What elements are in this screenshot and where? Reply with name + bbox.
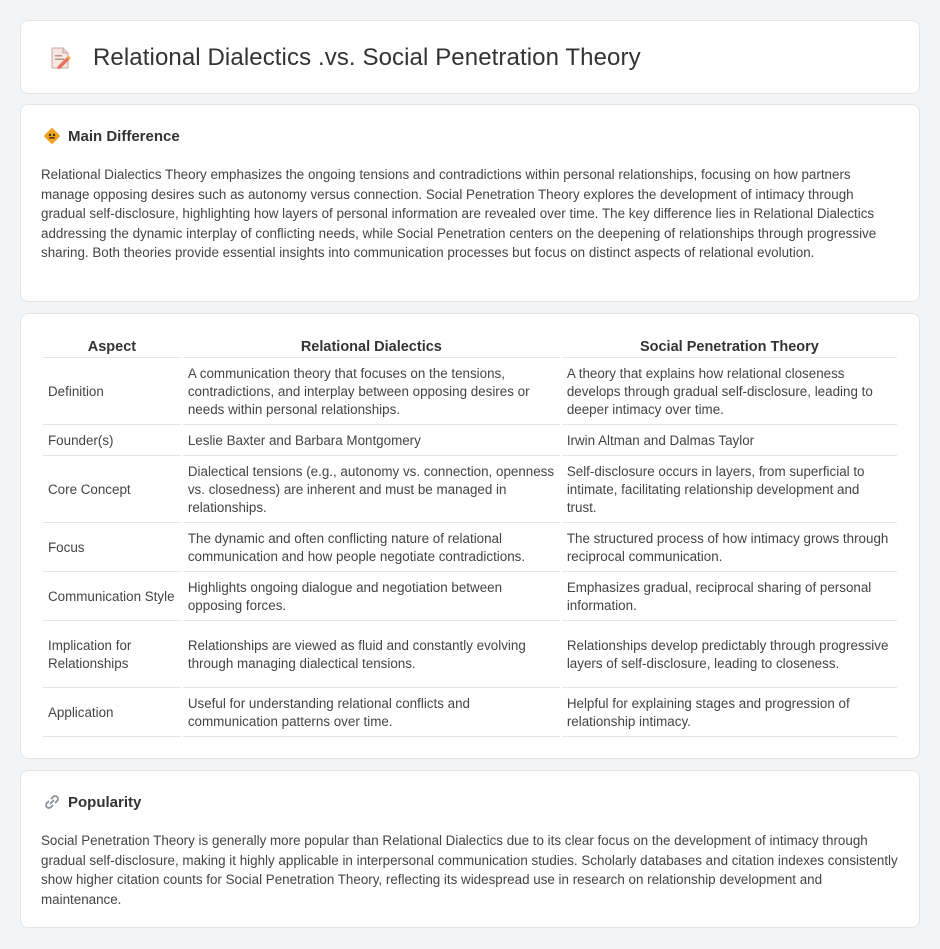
social-penetration-cell: Relationships develop predictably through progressive layers of self-disclosure, leading to closeness. [562, 623, 897, 688]
relational-dialectics-cell: The dynamic and often conflicting nature of relational communication and how people negotiate contradictions. [183, 525, 560, 572]
main-difference-card [20, 104, 920, 302]
aspect-cell: Application [43, 690, 181, 737]
popularity-header [43, 793, 141, 811]
comparison-card [20, 313, 920, 759]
aspect-cell: Communication Style [43, 574, 181, 621]
relational-dialectics-cell: Highlights ongoing dialogue and negotiation between opposing forces. [183, 574, 560, 621]
aspect-cell: Core Concept [43, 458, 181, 523]
title-card [20, 20, 920, 94]
relational-dialectics-cell: Dialectical tensions (e.g., autonomy vs. connection, openness vs. closedness) are inherent and must be managed in relationships. [183, 458, 560, 523]
column-header-social-penetration: Social Penetration Theory [562, 336, 897, 358]
relational-dialectics-cell: Leslie Baxter and Barbara Montgomery [183, 427, 560, 456]
popularity-text: Social Penetration Theory is generally more popular than Relational Dialectics due to its clear focus on the development of intimacy through gradual self-disclosure, making it highly applicable in interpersonal communication studies. Scholarly databases and citation indexes consistently show higher citation counts for Social Penetration Theory, reflecting its widespread use in research on relationship development and maintenance. [41, 833, 898, 907]
table-row [43, 623, 897, 688]
link-icon [43, 793, 61, 811]
table-row [43, 360, 897, 425]
aspect-cell: Implication for Relationships [43, 623, 181, 688]
relational-dialectics-cell: Useful for understanding relational conflicts and communication patterns over time. [183, 690, 560, 737]
aspect-cell: Definition [43, 360, 181, 425]
relational-dialectics-cell: A communication theory that focuses on the tensions, contradictions, and interplay between opposing desires or needs within personal relationships. [183, 360, 560, 425]
comparison-table [41, 334, 899, 739]
diamond-sign-icon [43, 127, 61, 145]
table-header-row [43, 336, 897, 358]
table-row [43, 574, 897, 621]
aspect-cell: Founder(s) [43, 427, 181, 456]
popularity-card [20, 770, 920, 928]
popularity-heading: Popularity [68, 793, 142, 811]
table-row [43, 427, 897, 456]
column-header-aspect: Aspect [43, 336, 181, 358]
document-edit-icon [47, 45, 73, 71]
social-penetration-cell: Irwin Altman and Dalmas Taylor [562, 427, 897, 456]
table-row [43, 690, 897, 737]
page-title: Relational Dialectics .vs. Social Penetration Theory [93, 44, 641, 71]
social-penetration-cell: Helpful for explaining stages and progression of relationship intimacy. [562, 690, 897, 737]
social-penetration-cell: Emphasizes gradual, reciprocal sharing of personal information. [562, 574, 897, 621]
social-penetration-cell: Self-disclosure occurs in layers, from superficial to intimate, facilitating relationship development and trust. [562, 458, 897, 523]
main-difference-text: Relational Dialectics Theory emphasizes the ongoing tensions and contradictions within personal relationships, focusing on how partners manage opposing desires such as autonomy versus connection. Social Penetration Theory explores the development of intimacy through gradual self-disclosure, highlighting how layers of personal information are revealed over time. The key difference lies in Relational Dialectics addressing the dynamic interplay of conflicting needs, while Social Penetration centers on the deepening of relationships through progressive sharing. Both theories provide essential insights into communication processes but focus on distinct aspects of relational evolution. [41, 167, 877, 261]
social-penetration-cell: A theory that explains how relational closeness develops through gradual self-disclosure, leading to deeper intimacy over time. [562, 360, 897, 425]
main-difference-header [43, 127, 180, 145]
relational-dialectics-cell: Relationships are viewed as fluid and constantly evolving through managing dialectical tensions. [183, 623, 560, 688]
table-row [43, 525, 897, 572]
social-penetration-cell: The structured process of how intimacy grows through reciprocal communication. [562, 525, 897, 572]
aspect-cell: Focus [43, 525, 181, 572]
main-difference-heading: Main Difference [68, 127, 180, 145]
table-row [43, 458, 897, 523]
column-header-relational-dialectics: Relational Dialectics [183, 336, 560, 358]
